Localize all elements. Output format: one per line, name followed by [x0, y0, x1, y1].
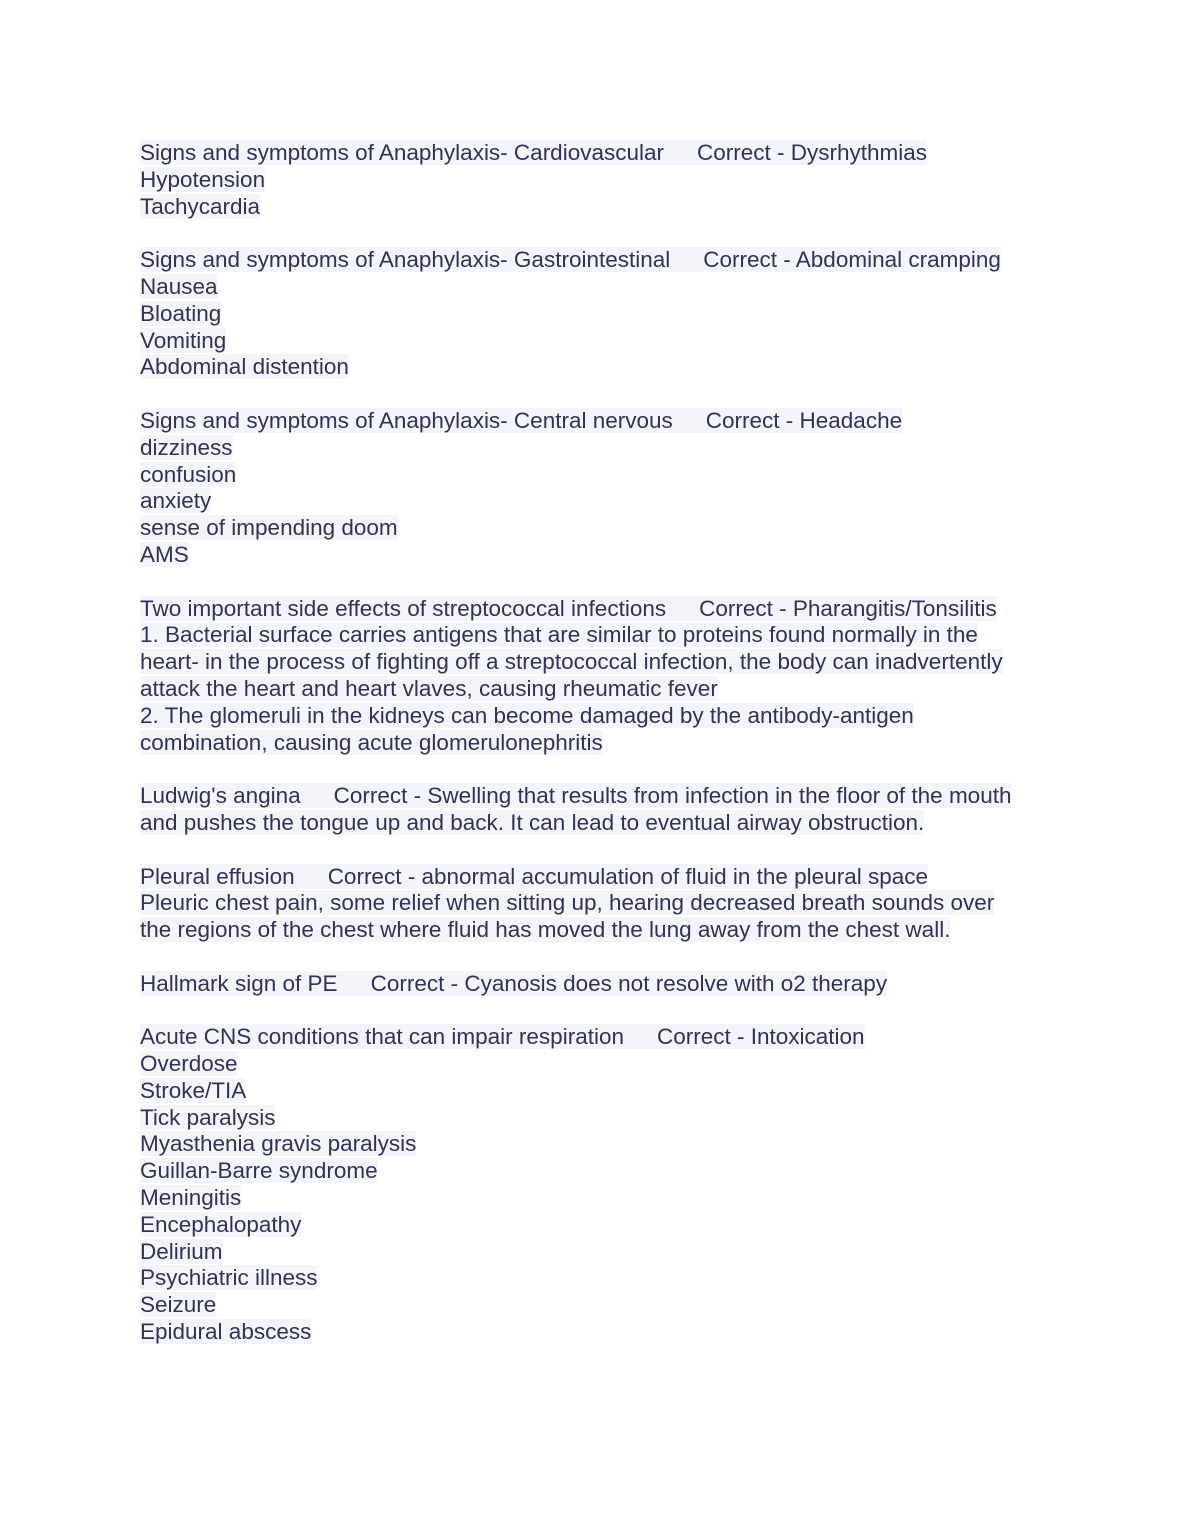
- answer-line: and pushes the tongue up and back. It can lead to eventual airway obstruction.: [140, 809, 925, 835]
- card-heading-line: [140, 783, 1050, 810]
- answer-line: Overdose: [140, 1051, 238, 1077]
- flashcard: [140, 596, 1050, 757]
- card-term: Signs and symptoms of Anaphylaxis- Cardiovascular: [140, 140, 664, 165]
- answer-line: Meningitis: [140, 1185, 242, 1211]
- card-answer: Correct - abnormal accumulation of fluid in the pleural space: [327, 863, 928, 889]
- card-term: Pleural effusion: [140, 863, 295, 889]
- answer-line: confusion: [140, 461, 237, 487]
- answer-line: Guillan-Barre syndrome: [140, 1158, 378, 1184]
- card-answer: Correct - Intoxication: [656, 1024, 865, 1050]
- answer-line: Vomiting: [140, 327, 227, 353]
- card-term: Hallmark sign of PE: [140, 970, 338, 996]
- answer-line: Stroke/TIA: [140, 1077, 247, 1103]
- flashcard: [140, 971, 1050, 998]
- card-term: Acute CNS conditions that can impair respiration: [140, 1024, 624, 1050]
- answer-line: Seizure: [140, 1292, 217, 1318]
- answer-line: Psychiatric illness: [140, 1265, 318, 1291]
- card-answer: Correct - Dysrhythmias: [697, 140, 928, 165]
- flashcard: [140, 783, 1050, 837]
- card-heading-line: [140, 864, 1050, 891]
- answer-line: Bloating: [140, 300, 222, 326]
- answer-line: heart- in the process of fighting off a streptococcal infection, the body can inadvertently: [140, 649, 1003, 675]
- answer-line: sense of impending doom: [140, 515, 398, 541]
- card-heading-line: [140, 971, 1050, 998]
- card-term: Ludwig's angina: [140, 783, 301, 809]
- answer-line: Pleuric chest pain, some relief when sitting up, hearing decreased breath sounds over: [140, 890, 995, 916]
- flashcard: [140, 247, 1050, 381]
- answer-line: Abdominal distention: [140, 354, 349, 380]
- card-heading-line: [140, 1024, 1050, 1051]
- card-heading-line: [140, 140, 1050, 167]
- card-answer: Correct - Headache: [705, 407, 903, 433]
- answer-line: AMS: [140, 541, 189, 567]
- card-answer: Correct - Cyanosis does not resolve with o2 therapy: [370, 970, 888, 996]
- answer-line: anxiety: [140, 488, 212, 514]
- card-heading-line: [140, 408, 1050, 435]
- answer-line: the regions of the chest where fluid has moved the lung away from the chest wall.: [140, 917, 951, 943]
- flashcard: [140, 408, 1050, 569]
- document-page: [140, 140, 1050, 1373]
- answer-line: attack the heart and heart vlaves, causing rheumatic fever: [140, 675, 718, 701]
- answer-line: Epidural abscess: [140, 1319, 312, 1345]
- card-answer: Correct - Swelling that results from infection in the floor of the mouth: [333, 783, 1012, 809]
- flashcard: [140, 864, 1050, 944]
- answer-line: Tick paralysis: [140, 1104, 276, 1130]
- flashcard: [140, 1024, 1050, 1346]
- card-answer: Correct - Pharangitis/Tonsilitis: [699, 595, 997, 621]
- answer-line: Delirium: [140, 1238, 223, 1264]
- answer-line: Hypotension: [140, 166, 266, 192]
- card-term: Signs and symptoms of Anaphylaxis- Gastrointestinal: [140, 247, 671, 273]
- card-term: Signs and symptoms of Anaphylaxis- Central nervous: [140, 407, 673, 433]
- answer-line: Encephalopathy: [140, 1211, 302, 1237]
- answer-line: 2. The glomeruli in the kidneys can become damaged by the antibody-antigen: [140, 702, 914, 728]
- card-heading-line: [140, 247, 1050, 274]
- flashcard: [140, 140, 1050, 220]
- answer-line: Myasthenia gravis paralysis: [140, 1131, 417, 1157]
- answer-line: Nausea: [140, 273, 218, 299]
- answer-line: Tachycardia: [140, 193, 261, 219]
- answer-line: 1. Bacterial surface carries antigens that are similar to proteins found normally in the: [140, 622, 978, 648]
- answer-line: dizziness: [140, 434, 233, 460]
- card-term: Two important side effects of streptococcal infections: [140, 595, 667, 621]
- card-heading-line: [140, 596, 1050, 623]
- answer-line: combination, causing acute glomerulonephritis: [140, 729, 603, 755]
- card-answer: Correct - Abdominal cramping: [703, 247, 1001, 273]
